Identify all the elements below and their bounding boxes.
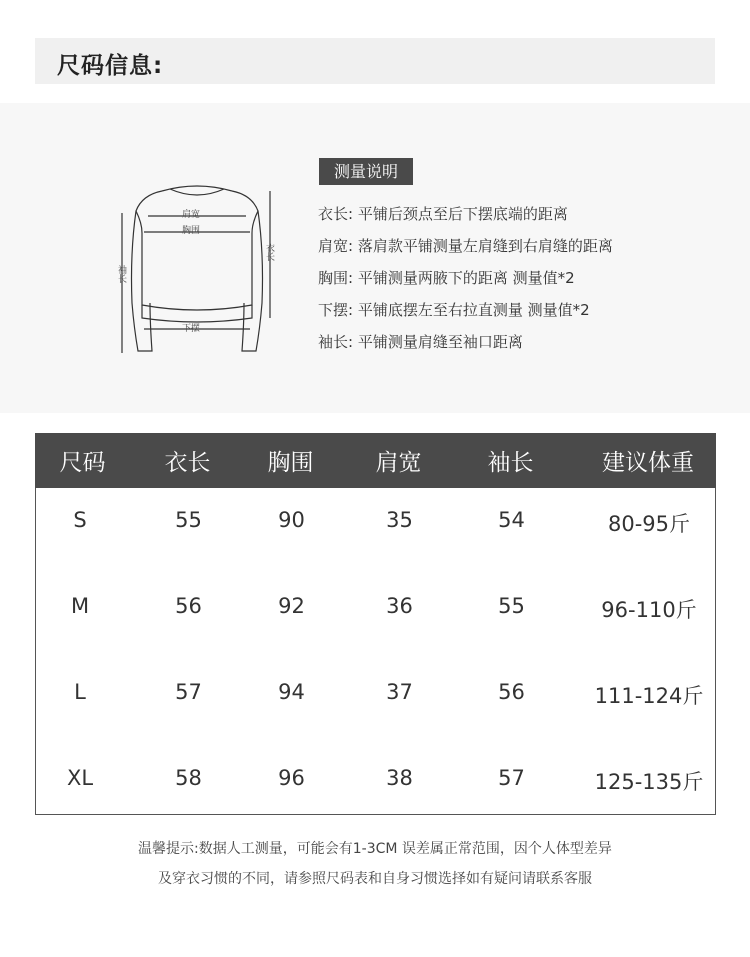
table-cell: 94 [278, 680, 305, 704]
table-header-cell: 袖长 [487, 450, 534, 476]
table-cell: 56 [175, 594, 202, 618]
diagram-label-shoulder: 肩宽 [182, 210, 201, 220]
table-cell: 92 [278, 594, 305, 618]
table-cell: 58 [175, 766, 202, 790]
footer-note-line2: 及穿衣习惯的不同，请参照尺码表和自身习惯选择如有疑问请联系客服 [158, 871, 592, 887]
table-header-cell: 胸围 [267, 450, 314, 476]
table-cell: 96-110斤 [601, 598, 697, 622]
diagram-label-hem: 下摆 [182, 324, 201, 334]
table-cell: 111-124斤 [594, 684, 704, 708]
measurement-instructions-tag: 测量说明 [319, 158, 413, 185]
table-header-row [35, 433, 716, 488]
table-cell: 57 [175, 680, 202, 704]
footer-note-line1: 温馨提示:数据人工测量，可能会有1-3CM 误差属正常范围，因个人体型差异 [138, 841, 612, 857]
section-header [35, 38, 715, 84]
table-cell: 38 [386, 766, 413, 790]
measure-item-sleeve: 袖长: 平铺测量肩缝至袖口距离 [318, 333, 523, 351]
table-cell: 36 [386, 594, 413, 618]
table-cell: 56 [498, 680, 525, 704]
table-cell: 37 [386, 680, 413, 704]
sweatshirt-diagram [112, 183, 282, 363]
table-cell: 55 [498, 594, 525, 618]
table-cell: 57 [498, 766, 525, 790]
table-header-cell: 肩宽 [375, 450, 422, 476]
table-cell: 55 [175, 508, 202, 532]
size-chart-table [35, 433, 716, 815]
table-header-cell: 衣长 [164, 450, 211, 476]
diagram-label-sleeve: 袖长 [116, 265, 126, 283]
measure-item-hem: 下摆: 平铺底摆左至右拉直测量 测量值*2 [318, 301, 590, 319]
table-header-cell: 建议体重 [602, 450, 694, 476]
table-cell: XL [66, 766, 94, 790]
table-cell: 54 [498, 508, 525, 532]
table-cell: 96 [278, 766, 305, 790]
table-cell: 35 [386, 508, 413, 532]
diagram-label-length: 衣长 [264, 243, 274, 261]
table-cell: 90 [278, 508, 305, 532]
diagram-label-chest: 胸围 [182, 226, 201, 236]
table-cell: S [73, 508, 87, 532]
table-cell: L [74, 680, 86, 704]
table-cell: 80-95斤 [607, 512, 691, 536]
page-title: 尺码信息: [57, 53, 164, 79]
measurement-guide-panel [0, 103, 750, 413]
measure-item-chest: 胸围: 平铺测量两腋下的距离 测量值*2 [318, 269, 575, 287]
measure-item-shoulder: 肩宽: 落肩款平铺测量左肩缝到右肩缝的距离 [318, 237, 613, 255]
measurement-instructions-list [318, 202, 613, 362]
table-cell: 125-135斤 [594, 770, 704, 794]
table-header-cell: 尺码 [59, 450, 106, 476]
table-cell: M [70, 594, 90, 618]
measure-item-length: 衣长: 平铺后颈点至后下摆底端的距离 [318, 205, 568, 223]
